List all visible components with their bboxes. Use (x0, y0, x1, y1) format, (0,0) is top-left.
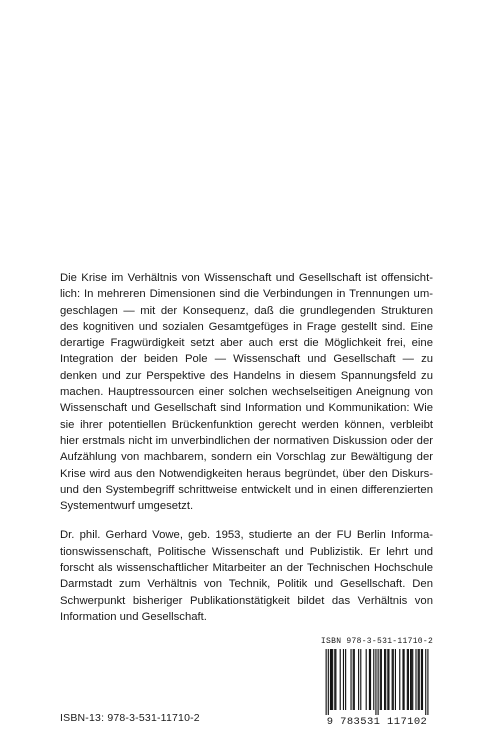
barcode-bar (402, 649, 403, 710)
barcode-bar (360, 649, 361, 710)
barcode-bar (366, 649, 367, 710)
barcode-bar (418, 649, 419, 710)
barcode-bar (388, 649, 389, 710)
barcode-bar (412, 649, 413, 710)
barcode-isbn-label: ISBN 978-3-531-11710-2 (320, 637, 434, 646)
barcode-bar (392, 649, 393, 710)
barcode-bar (415, 649, 416, 710)
barcode-bar (411, 649, 412, 710)
barcode-bars (318, 649, 436, 715)
barcode-bar (378, 649, 379, 715)
barcode-bar (408, 649, 409, 710)
isbn-barcode (318, 637, 436, 733)
barcode-bar (358, 649, 359, 710)
barcode-bar (335, 649, 336, 710)
barcode-bar (419, 649, 420, 710)
barcode-bar (387, 649, 388, 710)
barcode-bar (381, 649, 382, 710)
barcode-bar (395, 649, 396, 710)
barcode-bar (407, 649, 408, 710)
barcode-bar (421, 649, 422, 710)
blurb-paragraph-author-bio: Dr. phil. Gerhard Vowe, geb. 1953, studierte an der FU Berlin Informationswissenschaft, Politische Wissenschaft und Publizistik. Er lehrt und forscht als wissenschaftlicher Mitarbeiter an der Technischen Hochschule Darmstadt zum Verhältnis von Technik, Politik und Gesellschaft. Den Schwerpunkt bisheriger Publikationstätigkeit bildet das Verhältnis von Information und Gesellschaft. (60, 529, 433, 623)
barcode-bar (331, 649, 332, 710)
barcode-bar (330, 649, 331, 710)
barcode-bar (370, 649, 371, 710)
barcode-bar (334, 649, 335, 710)
barcode-bar (332, 649, 333, 710)
barcode-bar (385, 649, 386, 710)
barcode-bar (326, 649, 327, 715)
barcode-digits: 9 783531 117102 (326, 716, 428, 728)
barcode-bar (340, 649, 341, 710)
barcode-bar (353, 649, 354, 710)
barcode-bar (384, 649, 385, 710)
barcode-bar (328, 649, 329, 715)
barcode-bar (425, 649, 426, 715)
barcode-bar (404, 649, 405, 710)
barcode-bar (354, 649, 355, 710)
barcode-bar (373, 649, 374, 710)
isbn-13-line: ISBN-13: 978-3-531-11710-2 (60, 712, 200, 724)
blurb-text (60, 270, 433, 625)
blurb-paragraph-description: Die Krise im Verhältnis von Wissenschaft und Gesellschaft ist offensichtlich: In mehreren Dimensionen sind die Verbindungen in Trennungen umgeschlagen — mit der Konsequenz, daß die grundlegenden Strukturen des kognitiven und sozialen Gesamtgefüges in Frage gestellt sind. Eine derartige Fragwürdigkeit setzt aber auch erst die Möglichkeit frei, eine Integration der beiden Pole — Wissenschaft und Gesellschaft — zu denken und zur Perspektive des Handelns in diesem Spannungsfeld zu machen. Hauptressourcen einer solchen wechselseitigen Aneignung von Wissenschaft und Gesellschaft sind Information und Kommunikation: Wie sie ihrer potentiellen Brückenfunktion gerecht werden können, verbleibt hier erstmals nicht im unverbindlichen der normativen Diskussion oder der Aufzählung von machbarem, sondern ein Vorschlag zur Bewältigung der Krise wird aus den Notwendigkeiten heraus begründet, über den Diskurs- und den Systembegriff schrittweise entwickelt und in einen differenzierten Systementwurf umgesetzt. (60, 272, 433, 513)
barcode-bar (380, 649, 381, 710)
barcode-bar (375, 649, 376, 715)
barcode-bar (343, 649, 344, 710)
barcode-bar (345, 649, 346, 710)
barcode-bar (350, 649, 351, 710)
barcode-bar (410, 649, 411, 710)
barcode-bar (422, 649, 423, 710)
barcode-bar (427, 649, 428, 715)
barcode-bar (393, 649, 394, 710)
barcode-bar (369, 649, 370, 710)
barcode-bar (399, 649, 400, 710)
